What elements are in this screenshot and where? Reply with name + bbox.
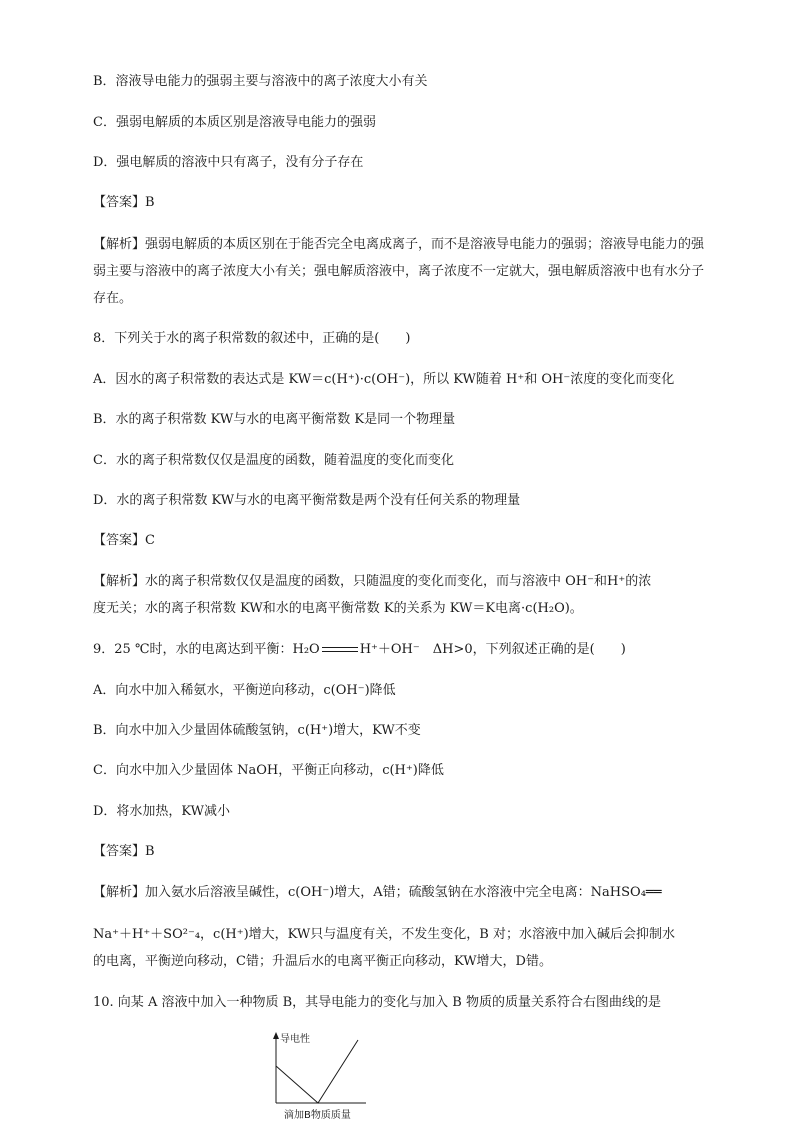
explanation-9-line1: 【解析】加入氨水后溶液呈碱性，c(OH⁻)增大，A错；硫酸氢钠在水溶液中完全电离：NaHSO₄══ <box>93 885 662 900</box>
option-9d: D．将水加热，KW减小 <box>93 804 231 819</box>
answer-9: 【答案】B <box>93 844 155 859</box>
option-8d: D．水的离子积常数 KW与水的电离平衡常数是两个没有任何关系的物理量 <box>93 493 521 508</box>
option-9b: B．向水中加入少量固体硫酸氢钠，c(H⁺)增大，KW不变 <box>93 723 421 738</box>
option-8c: C．水的离子积常数仅仅是温度的函数，随着温度的变化而变化 <box>93 453 454 468</box>
question-8: 8．下列关于水的离子积常数的叙述中，正确的是( ) <box>93 331 411 346</box>
explanation-8-line2: 度无关；水的离子积常数 KW和水的电离平衡常数 K的关系为 KW＝K电离·c(H₂O)。 <box>93 601 583 616</box>
conductivity-graph <box>262 1028 372 1120</box>
question-9-pre: 9．25 ℃时，水的电离达到平衡：H₂O <box>93 642 320 657</box>
y-axis-arrow-icon <box>273 1032 279 1039</box>
option-7b: B．溶液导电能力的强弱主要与溶液中的离子浓度大小有关 <box>93 74 428 89</box>
explanation-9-line2: Na⁺＋H⁺＋SO²⁻₄，c(H⁺)增大，KW只与温度有关，不发生变化，B 对；水溶液中加入碱后会抑制水 <box>93 927 675 942</box>
equilibrium-arrow-icon <box>322 646 358 654</box>
option-7d: D．强电解质的溶液中只有离子，没有分子存在 <box>93 155 364 170</box>
x-axis-label: 滴加B物质质量 <box>284 1110 351 1120</box>
explanation-8-line1: 【解析】水的离子积常数仅仅是温度的函数，只随温度的变化而变化，而与溶液中 OH⁻和H⁺的浓 <box>93 574 652 589</box>
question-10: 10. 向某 A 溶液中加入一种物质 B，其导电能力的变化与加入 B 物质的质量关系符合右图曲线的是 <box>93 995 661 1010</box>
question-9 <box>93 641 626 659</box>
explanation-9-line3: 的电离，平衡逆向移动，C错；升温后水的电离平衡正向移动，KW增大，D错。 <box>93 954 552 969</box>
conductivity-curve <box>276 1040 358 1103</box>
option-9c: C．向水中加入少量固体 NaOH，平衡正向移动，c(H⁺)降低 <box>93 763 444 778</box>
explanation-7: 【解析】强弱电解质的本质区别在于能否完全电离成离子，而不是溶液导电能力的强弱；溶液导电能力的强弱主要与溶液中的离子浓度大小有关；强电解质溶液中，离子浓度不一定就大，强电解质溶液中也有水分子存在。 <box>93 237 705 306</box>
y-axis-label: 导电性 <box>280 1034 310 1045</box>
option-9a: A．向水中加入稀氨水，平衡逆向移动，c(OH⁻)降低 <box>93 683 396 698</box>
answer-7: 【答案】B <box>93 195 155 210</box>
answer-8: 【答案】C <box>93 533 155 548</box>
option-8a: A．因水的离子积常数的表达式是 KW＝c(H⁺)·c(OH⁻)，所以 KW随着 H⁺和 OH⁻浓度的变化而变化 <box>93 372 675 387</box>
option-8b: B．水的离子积常数 KW与水的电离平衡常数 K是同一个物理量 <box>93 412 456 427</box>
option-7c: C．强弱电解质的本质区别是溶液导电能力的强弱 <box>93 115 376 130</box>
question-9-post: H⁺＋OH⁻ ΔH>0，下列叙述正确的是( ) <box>359 642 626 657</box>
